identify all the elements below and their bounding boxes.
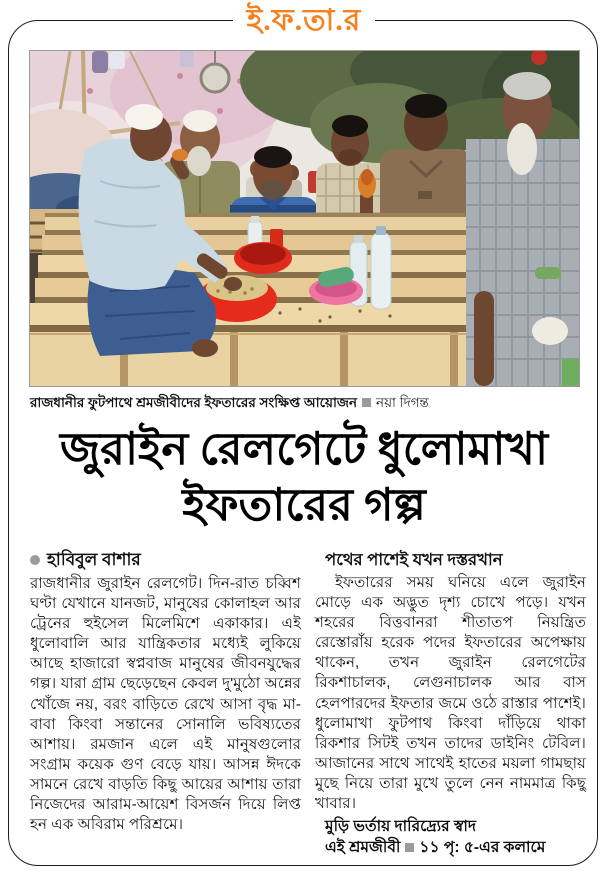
- byline-bullet-icon: [30, 555, 40, 565]
- article-columns: [30, 549, 586, 858]
- footer-reference: [325, 837, 586, 858]
- iftar-photo-illustration: [30, 51, 579, 386]
- right-column-text: ইফতারের সময় ঘনিয়ে এলে জুরাইন মোড়ে এক অদ্ভুত দৃশ্য চোখে পড়ে। যখন শহরের বিত্তবানরা শীতাতপ নিয়ন্ত্রিত রেস্তোরাঁয় হরেক পদের ইফতারের অপেক্ষায় থাকেন, তখন জুরাইন রেলগেটের রিকশাচালক, লেগুনাচালক আর বাস হেলপারদের ইফতার জমে ওঠে রাস্তার পাশেই। ধুলোমাখা ফুটপাথ কিংবা দাঁড়িয়ে থাকা রিকশার সিটই তখন তাদের ডাইনিং টেবিল। আজানের সাথে সাথেই হাতের ময়লা গামছায় মুছে নিয়ে তারা মুখে তুলে নেন নামমাত্র কিছু খাবার।: [315, 574, 586, 813]
- byline-name: হাবিবুল বাশার: [47, 550, 141, 569]
- caption-square-icon: [362, 398, 371, 407]
- iftar-photo: [29, 50, 580, 387]
- footer-ref-prefix: এই শ্রমজীবী: [325, 839, 401, 857]
- byline: [30, 549, 301, 571]
- subheadline: পথের পাশেই যখন দস্তরখান: [325, 551, 503, 569]
- left-column-text: রাজধানীর জুরাইন রেলগেট। দিন-রাত চব্বিশ ঘণ্টা যেখানে যানজট, মানুষের কোলাহল আর ট্রেনের হুইসেল মিলেমিশে একাকার। এই ধুলোবালি আর যান্ত্রিকতার মধ্যেই লুকিয়ে আছে হাজারো স্বপ্নবাজ মানুষের জীবনযুদ্ধের গল্প। যারা গ্রাম ছেড়েছেন কেবল দু'মুঠো অন্নের খোঁজে নয়, বরং বাড়িতে রেখে আসা বৃদ্ধ মা-বাবা কিংবা সন্তানের সোনালি ভবিষ্যতের আশায়। রমজান এলে এই মানুষগুলোর সংগ্রাম কয়েক গুণ বেড়ে যায়। আসন্ন ঈদকে সামনে রেখে বাড়তি কিছু আয়ের আশায় তারা নিজেদের আরাম-আয়েশ বিসর্জন দিয়ে লিপ্ত হন এক অবিরাম পরিশ্রমে।: [30, 575, 301, 834]
- footer-ref-suffix: ১১ পৃ: ৫-এর কলামে: [419, 839, 546, 857]
- section-label: ই.ফ.তা.র: [233, 0, 376, 42]
- masthead-row: [0, 0, 608, 42]
- photo-caption-text: রাজধানীর ফুটপাথে শ্রমজীবীদের ইফতারের সংক্ষিপ্ত আয়োজন: [30, 395, 358, 410]
- footer-note: [325, 816, 586, 858]
- headline: জুরাইন রেলগেটে ধুলোমাখা ইফতারের গল্প: [59, 424, 549, 530]
- left-column: [30, 549, 301, 858]
- photo-credit: নয়া দিগন্ত: [376, 395, 429, 410]
- photo-caption: [30, 393, 580, 413]
- footer-kicker: মুড়ি ভর্তায় দারিদ্র্যের স্বাদ: [325, 818, 477, 836]
- footer-square-icon: [405, 843, 414, 852]
- right-column: [315, 549, 586, 858]
